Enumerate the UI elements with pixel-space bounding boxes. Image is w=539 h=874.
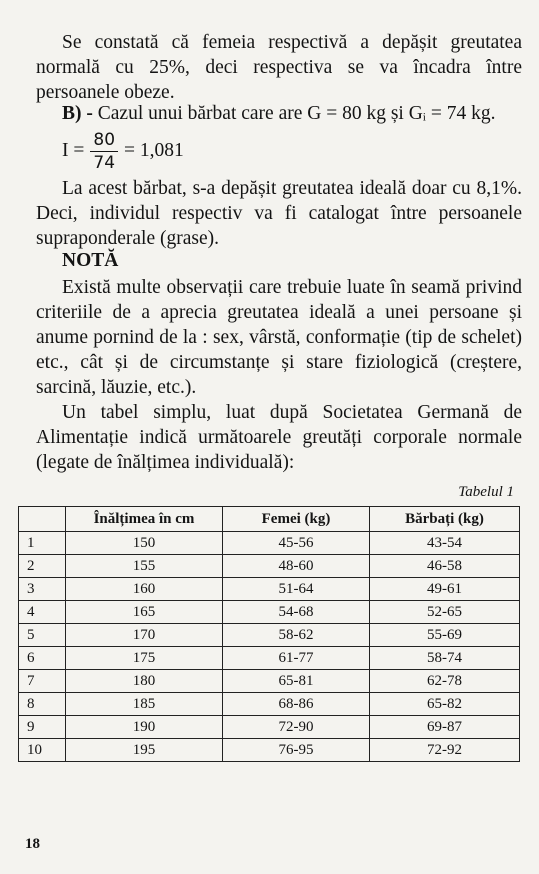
table-row: [19, 532, 520, 555]
paragraph-observations: Există multe observații care trebuie luate în seamă privind criteriile de a aprecia greutatea ideală a unei persoane și anume pornind de la : sex, vârstă, conformație (tip de schelet) etc., cât și de circumstanțe și stare fiziologică (creștere, sarcină, lăuzie, etc.).: [36, 277, 522, 398]
row-index: 2: [19, 555, 66, 578]
row-men: 49-61: [370, 578, 520, 601]
paragraph-table-intro: Un tabel simplu, luat după Societatea Germană de Alimentație indică următoarele greutăți corporale normale (legate de înălțimea individuală):: [36, 402, 522, 473]
header-women: Femei (kg): [223, 507, 370, 532]
row-men: 52-65: [370, 601, 520, 624]
row-height: 190: [66, 716, 223, 739]
row-women: 58-62: [223, 624, 370, 647]
paragraph-overweight-conclusion: La acest bărbat, s-a depășit greutatea ideală doar cu 8,1%. Deci, individul respectiv va fi catalogat între persoanele supraponderale (grase).: [36, 178, 522, 249]
header-index: [19, 507, 66, 532]
header-men: Bărbați (kg): [370, 507, 520, 532]
row-index: 4: [19, 601, 66, 624]
weight-table: [18, 506, 520, 762]
row-height: 165: [66, 601, 223, 624]
row-men: 55-69: [370, 624, 520, 647]
note-heading: NOTĂ: [62, 250, 119, 271]
row-index: 8: [19, 693, 66, 716]
row-index: 10: [19, 739, 66, 762]
row-height: 160: [66, 578, 223, 601]
row-height: 195: [66, 739, 223, 762]
row-women: 65-81: [223, 670, 370, 693]
row-men: 62-78: [370, 670, 520, 693]
paragraph-case-b: [62, 101, 532, 126]
table-row: [19, 670, 520, 693]
row-men: 58-74: [370, 647, 520, 670]
table-header-row: [19, 507, 520, 532]
table-row: [19, 555, 520, 578]
row-men: 46-58: [370, 555, 520, 578]
row-index: 9: [19, 716, 66, 739]
page-number: 18: [25, 836, 40, 852]
row-index: 5: [19, 624, 66, 647]
row-height: 175: [66, 647, 223, 670]
row-women: 68-86: [223, 693, 370, 716]
row-height: 185: [66, 693, 223, 716]
row-index: 7: [19, 670, 66, 693]
case-b-label: B) -: [62, 103, 93, 124]
row-women: 51-64: [223, 578, 370, 601]
index-formula: [62, 126, 184, 176]
formula-numerator: 80: [90, 129, 118, 152]
row-women: 45-56: [223, 532, 370, 555]
header-height: Înălțimea în cm: [66, 507, 223, 532]
row-men: 72-92: [370, 739, 520, 762]
row-women: 48-60: [223, 555, 370, 578]
table-row: [19, 693, 520, 716]
formula-lhs: I =: [62, 140, 85, 161]
row-women: 76-95: [223, 739, 370, 762]
row-women: 72-90: [223, 716, 370, 739]
row-height: 150: [66, 532, 223, 555]
row-height: 180: [66, 670, 223, 693]
row-index: 3: [19, 578, 66, 601]
case-b-text: Cazul unui bărbat care are G = 80 kg și Gᵢ = 74 kg.: [97, 103, 496, 124]
paragraph-obese-conclusion: Se constată că femeia respectivă a depășit greutatea normală cu 25%, deci respectiva se va încadra între persoanele obeze.: [36, 32, 522, 103]
row-men: 65-82: [370, 693, 520, 716]
row-index: 6: [19, 647, 66, 670]
row-height: 170: [66, 624, 223, 647]
formula-fraction: [90, 129, 118, 174]
table-row: [19, 647, 520, 670]
table-row: [19, 739, 520, 762]
row-men: 43-54: [370, 532, 520, 555]
table-row: [19, 601, 520, 624]
table-row: [19, 716, 520, 739]
row-index: 1: [19, 532, 66, 555]
formula-rhs: = 1,081: [124, 140, 184, 161]
table-row: [19, 578, 520, 601]
formula-denominator: 74: [93, 152, 116, 173]
row-height: 155: [66, 555, 223, 578]
row-men: 69-87: [370, 716, 520, 739]
table-caption: Tabelul 1: [458, 484, 514, 500]
table-row: [19, 624, 520, 647]
row-women: 54-68: [223, 601, 370, 624]
row-women: 61-77: [223, 647, 370, 670]
